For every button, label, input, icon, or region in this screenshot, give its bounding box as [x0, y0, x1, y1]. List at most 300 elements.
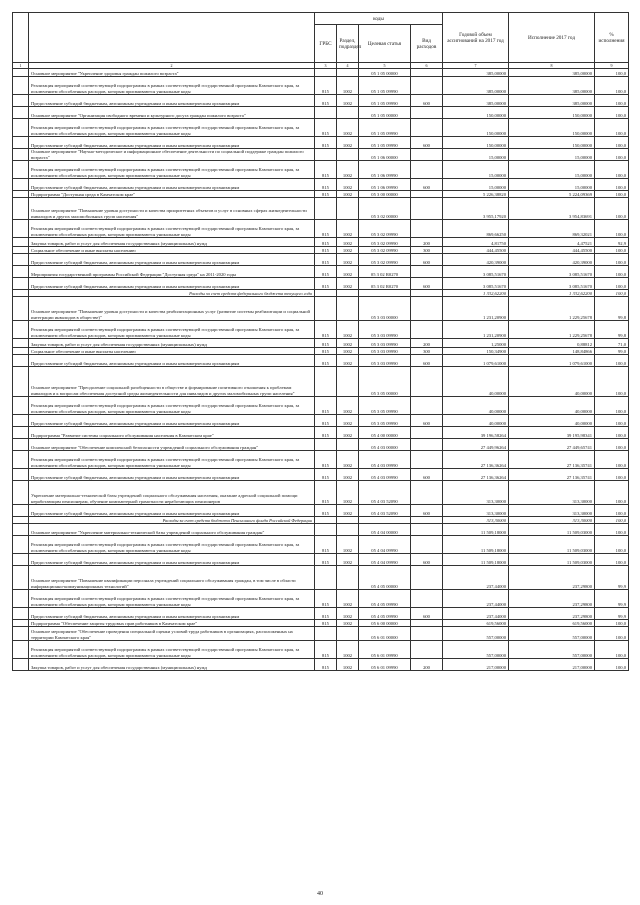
row-name-cell: Реализация мероприятий соответствующей подпрограммы в рамках соответствующей государственной программы Камчатского края, за исключением обособленных расходов, которым присваиваются уникальные коды	[29, 321, 315, 339]
row-vr-cell	[411, 517, 443, 524]
row-pct-cell: 100,0	[595, 620, 629, 627]
row-pct-cell: 100,0	[595, 451, 629, 469]
colnum: 1	[13, 63, 29, 69]
row-num-cell	[13, 220, 29, 238]
row-grbs-cell: 815	[315, 451, 337, 469]
row-cs-cell: 05 4 00 00000	[359, 427, 411, 439]
row-vr-cell	[411, 198, 443, 220]
row-name-cell: Подпрограмма "Доступная среда в Камчатском крае"	[29, 191, 315, 198]
row-pct-cell: 99,8	[595, 321, 629, 339]
row-plan-cell: 150,34900	[443, 348, 509, 355]
row-razdel-cell: 1002	[337, 590, 359, 608]
row-plan-cell: 385,00000	[443, 69, 509, 77]
row-isp-cell: 27 136,35741	[509, 451, 595, 469]
row-cs-cell: 05 3 03 00000	[359, 297, 411, 321]
row-isp-cell: 15,00000	[509, 149, 595, 161]
row-num-cell	[13, 590, 29, 608]
row-pct-cell: 100,0	[595, 524, 629, 536]
row-num-cell	[13, 266, 29, 278]
table-row	[13, 161, 629, 179]
row-pct-cell: 100,0	[595, 290, 629, 297]
table-row	[13, 191, 629, 198]
row-razdel-cell	[337, 290, 359, 297]
row-plan-cell: 217,00000	[443, 659, 509, 671]
table-row	[13, 641, 629, 659]
table-row	[13, 367, 629, 397]
row-grbs-cell	[315, 297, 337, 321]
row-vr-cell: 600	[411, 95, 443, 107]
table-row	[13, 119, 629, 137]
row-plan-cell: 3 085,51670	[443, 266, 509, 278]
row-razdel-cell: 1002	[337, 451, 359, 469]
row-grbs-cell: 815	[315, 590, 337, 608]
row-vr-cell: 600	[411, 415, 443, 427]
row-num-cell	[13, 161, 29, 179]
row-grbs-cell: 815	[315, 554, 337, 566]
row-name-cell: Основное мероприятие "Повышение квалификации персонала учреждений социального обслуживания граждан, в том числе в области информационно-коммуникационных технологий"	[29, 566, 315, 590]
row-name-cell: Основное мероприятие "Укрепление материально-технической базы учреждений социального обслуживания граждан"	[29, 524, 315, 536]
row-plan-cell: 5 226,38820	[443, 191, 509, 198]
row-num-cell	[13, 290, 29, 297]
colnum: 7	[443, 63, 509, 69]
row-grbs-cell: 815	[315, 95, 337, 107]
row-pct-cell: 100,0	[595, 191, 629, 198]
header-blank-num	[13, 13, 29, 63]
row-num-cell	[13, 439, 29, 451]
row-grbs-cell: 815	[315, 247, 337, 254]
row-razdel-cell	[337, 627, 359, 641]
row-grbs-cell: 815	[315, 481, 337, 505]
report-page	[12, 12, 628, 671]
row-vr-cell: 300	[411, 348, 443, 355]
row-razdel-cell: 1002	[337, 554, 359, 566]
row-grbs-cell	[315, 524, 337, 536]
row-cs-cell: 05 6 01 00000	[359, 627, 411, 641]
row-plan-cell: 27 449,96264	[443, 439, 509, 451]
table-row	[13, 627, 629, 641]
row-pct-cell: 100,0	[595, 69, 629, 77]
row-name-cell: Предоставление субсидий бюджетным, автономным учреждениям и иным некоммерческим организациям	[29, 278, 315, 290]
row-vr-cell	[411, 451, 443, 469]
row-pct-cell: 100,0	[595, 517, 629, 524]
row-pct-cell: 100,0	[595, 469, 629, 481]
row-grbs-cell	[315, 107, 337, 119]
header-razdel: Раздел, подраздел	[337, 25, 359, 63]
row-pct-cell: 99,9	[595, 590, 629, 608]
table-row	[13, 220, 629, 238]
row-vr-cell	[411, 481, 443, 505]
row-razdel-cell: 1002	[337, 119, 359, 137]
row-grbs-cell	[315, 566, 337, 590]
row-plan-cell: 385,00000	[443, 77, 509, 95]
row-grbs-cell: 815	[315, 220, 337, 238]
row-pct-cell: 100,0	[595, 355, 629, 367]
table-row	[13, 198, 629, 220]
row-num-cell	[13, 659, 29, 671]
row-num-cell	[13, 524, 29, 536]
row-isp-cell: 40,00000	[509, 415, 595, 427]
row-vr-cell: 600	[411, 554, 443, 566]
row-plan-cell: 1,25000	[443, 339, 509, 348]
row-plan-cell: 557,00000	[443, 641, 509, 659]
row-num-cell	[13, 348, 29, 355]
table-row	[13, 254, 629, 266]
row-name-cell: Предоставление субсидий бюджетным, автономным учреждениям и иным некоммерческим организациям	[29, 469, 315, 481]
row-cs-cell	[359, 517, 411, 524]
row-pct-cell: 100,0	[595, 627, 629, 641]
row-cs-cell: 05 1 06 00000	[359, 149, 411, 161]
row-cs-cell: 05 3 02 R0270	[359, 266, 411, 278]
row-cs-cell: 05 4 03 00000	[359, 439, 411, 451]
colnum: 9	[595, 63, 629, 69]
row-razdel-cell: 1002	[337, 355, 359, 367]
row-pct-cell: 99,9	[595, 608, 629, 620]
row-pct-cell: 100,0	[595, 427, 629, 439]
row-razdel-cell: 1002	[337, 278, 359, 290]
row-num-cell	[13, 355, 29, 367]
row-isp-cell: 385,00000	[509, 95, 595, 107]
row-name-cell: Расходы за счет средств бюджета Пенсионного фонда Российской Федерации	[29, 517, 315, 524]
row-plan-cell: 11 509,18000	[443, 524, 509, 536]
row-num-cell	[13, 481, 29, 505]
row-razdel-cell	[337, 149, 359, 161]
row-plan-cell: 150,00000	[443, 107, 509, 119]
row-grbs-cell	[315, 439, 337, 451]
header-plan: Годовой объем ассигнований на 2017 год	[443, 13, 509, 63]
row-grbs-cell: 815	[315, 137, 337, 149]
row-grbs-cell: 815	[315, 427, 337, 439]
row-isp-cell: 40,00000	[509, 367, 595, 397]
row-isp-cell: 237,29800	[509, 566, 595, 590]
row-isp-cell: 150,00000	[509, 107, 595, 119]
row-name-cell: Расходы за счет средств федерального бюджета текущего года	[29, 290, 315, 297]
row-isp-cell: 1 079,61000	[509, 355, 595, 367]
row-cs-cell: 05 6 00 00000	[359, 620, 411, 627]
row-grbs-cell: 815	[315, 505, 337, 517]
row-isp-cell: 313,30000	[509, 505, 595, 517]
row-num-cell	[13, 566, 29, 590]
row-name-cell: Реализация мероприятий соответствующей подпрограммы в рамках соответствующей государственной программы Камчатского края, за исключением обособленных расходов, которым присваиваются уникальные коды	[29, 397, 315, 415]
row-name-cell: Предоставление субсидий бюджетным, автономным учреждениям и иным некоммерческим организациям	[29, 415, 315, 427]
row-vr-cell: 200	[411, 238, 443, 247]
colnum: 6	[411, 63, 443, 69]
table-row	[13, 149, 629, 161]
row-isp-cell: 40,00000	[509, 397, 595, 415]
row-isp-cell: 1 229,25678	[509, 321, 595, 339]
table-row	[13, 297, 629, 321]
row-cs-cell: 05 1 05 09990	[359, 95, 411, 107]
row-razdel-cell: 1002	[337, 397, 359, 415]
row-cs-cell: 05 1 05 00000	[359, 69, 411, 77]
row-cs-cell: 05 3 02 09990	[359, 247, 411, 254]
row-isp-cell: 15,00000	[509, 161, 595, 179]
row-vr-cell: 600	[411, 254, 443, 266]
table-row	[13, 179, 629, 191]
row-grbs-cell: 815	[315, 608, 337, 620]
row-plan-cell: 869,66250	[443, 220, 509, 238]
row-isp-cell: 11 509,03000	[509, 536, 595, 554]
row-plan-cell: 11 509,18000	[443, 554, 509, 566]
row-cs-cell: 05 6 01 09990	[359, 659, 411, 671]
row-grbs-cell: 815	[315, 161, 337, 179]
row-razdel-cell: 1002	[337, 238, 359, 247]
row-cs-cell: 05 4 03 09990	[359, 469, 411, 481]
row-vr-cell: 200	[411, 339, 443, 348]
row-plan-cell: 420,39000	[443, 254, 509, 266]
table-row	[13, 339, 629, 348]
header-cs: Целевая статья	[359, 25, 411, 63]
colnum: 3	[315, 63, 337, 69]
row-razdel-cell: 1002	[337, 481, 359, 505]
row-name-cell: Основное мероприятие "Научно-методическое и информационное обеспечение деятельности по социальной поддержке граждан пожилого возраста"	[29, 149, 315, 161]
row-pct-cell: 100,0	[595, 367, 629, 397]
row-razdel-cell	[337, 566, 359, 590]
row-isp-cell: 11 509,03000	[509, 524, 595, 536]
row-isp-cell: 3 954,83691	[509, 198, 595, 220]
table-row	[13, 69, 629, 77]
header-blank-name	[29, 13, 315, 63]
row-cs-cell: 05 3 03 09990	[359, 348, 411, 355]
row-num-cell	[13, 620, 29, 627]
row-num-cell	[13, 191, 29, 198]
row-num-cell	[13, 339, 29, 348]
row-plan-cell: 237,44000	[443, 608, 509, 620]
row-num-cell	[13, 297, 29, 321]
table-row	[13, 266, 629, 278]
row-pct-cell: 100,0	[595, 179, 629, 191]
row-razdel-cell: 1002	[337, 266, 359, 278]
row-isp-cell: 0,88812	[509, 339, 595, 348]
row-isp-cell: 5 224,09369	[509, 191, 595, 198]
row-plan-cell: 237,44000	[443, 566, 509, 590]
row-plan-cell: 27 136,36264	[443, 451, 509, 469]
row-isp-cell: 237,29800	[509, 608, 595, 620]
row-vr-cell: 600	[411, 608, 443, 620]
row-cs-cell: 05 4 05 09990	[359, 590, 411, 608]
row-isp-cell: 1 332,62200	[509, 290, 595, 297]
row-plan-cell: 1 231,20900	[443, 321, 509, 339]
row-isp-cell: 557,00000	[509, 627, 595, 641]
row-razdel-cell: 1002	[337, 348, 359, 355]
row-grbs-cell: 815	[315, 179, 337, 191]
row-plan-cell: 1 332,62200	[443, 290, 509, 297]
row-name-cell: Предоставление субсидий бюджетным, автономным учреждениям и иным некоммерческим организациям	[29, 608, 315, 620]
row-num-cell	[13, 77, 29, 95]
row-plan-cell: 3 085,51670	[443, 278, 509, 290]
row-vr-cell: 600	[411, 469, 443, 481]
row-name-cell: Закупка товаров, работ и услуг для обеспечения государственных (муниципальных) нужд	[29, 238, 315, 247]
row-vr-cell	[411, 107, 443, 119]
row-cs-cell: 05 3 05 09990	[359, 397, 411, 415]
row-plan-cell: 15,00000	[443, 179, 509, 191]
row-grbs-cell: 815	[315, 339, 337, 348]
row-razdel-cell: 1002	[337, 641, 359, 659]
table-row	[13, 95, 629, 107]
row-cs-cell: 05 3 02 09990	[359, 238, 411, 247]
row-pct-cell: 100,0	[595, 95, 629, 107]
row-num-cell	[13, 179, 29, 191]
row-cs-cell: 05 1 05 09990	[359, 77, 411, 95]
row-num-cell	[13, 367, 29, 397]
row-cs-cell: 05 3 05 00000	[359, 367, 411, 397]
row-razdel-cell	[337, 107, 359, 119]
row-grbs-cell: 815	[315, 321, 337, 339]
row-num-cell	[13, 238, 29, 247]
row-num-cell	[13, 137, 29, 149]
row-isp-cell: 217,00000	[509, 659, 595, 671]
table-row	[13, 590, 629, 608]
table-row	[13, 247, 629, 254]
row-num-cell	[13, 119, 29, 137]
row-num-cell	[13, 469, 29, 481]
row-cs-cell: 05 3 03 09990	[359, 321, 411, 339]
row-vr-cell	[411, 290, 443, 297]
row-isp-cell: 148,84866	[509, 348, 595, 355]
row-isp-cell: 11 509,03000	[509, 554, 595, 566]
colnum: 8	[509, 63, 595, 69]
row-name-cell: Мероприятия государственной программы Российской Федерации "Доступная среда" на 2011-2020 годы	[29, 266, 315, 278]
row-num-cell	[13, 247, 29, 254]
row-razdel-cell: 1002	[337, 247, 359, 254]
row-name-cell: Социальное обеспечение и иные выплаты населению	[29, 348, 315, 355]
row-isp-cell: 385,00000	[509, 69, 595, 77]
row-pct-cell: 100,0	[595, 415, 629, 427]
colnum: 5	[359, 63, 411, 69]
table-row	[13, 278, 629, 290]
row-grbs-cell: 815	[315, 659, 337, 671]
header-isp: Исполнение 2017 год	[509, 13, 595, 63]
row-grbs-cell: 815	[315, 348, 337, 355]
row-cs-cell: 05 4 04 00000	[359, 524, 411, 536]
row-isp-cell: 237,29800	[509, 590, 595, 608]
row-isp-cell: 557,00000	[509, 641, 595, 659]
row-vr-cell	[411, 297, 443, 321]
row-num-cell	[13, 608, 29, 620]
row-pct-cell: 100,0	[595, 481, 629, 505]
row-vr-cell	[411, 524, 443, 536]
row-razdel-cell: 1002	[337, 339, 359, 348]
row-isp-cell: 27 136,35741	[509, 469, 595, 481]
row-name-cell: Реализация мероприятий соответствующей подпрограммы в рамках соответствующей государственной программы Камчатского края, за исключением обособленных расходов, которым присваиваются уникальные коды	[29, 641, 315, 659]
row-vr-cell	[411, 220, 443, 238]
row-isp-cell: 27 449,65741	[509, 439, 595, 451]
row-razdel-cell: 1002	[337, 179, 359, 191]
row-name-cell: Предоставление субсидий бюджетным, автономным учреждениям и иным некоммерческим организациям	[29, 505, 315, 517]
row-pct-cell: 100,0	[595, 119, 629, 137]
row-pct-cell: 100,0	[595, 439, 629, 451]
row-grbs-cell: 815	[315, 536, 337, 554]
header-pct: % исполнения	[595, 13, 629, 63]
colnum: 4	[337, 63, 359, 69]
row-razdel-cell: 1002	[337, 415, 359, 427]
row-cs-cell: 05 3 02 09990	[359, 254, 411, 266]
row-pct-cell: 100,0	[595, 198, 629, 220]
row-cs-cell: 05 3 00 00000	[359, 191, 411, 198]
row-name-cell: Подпрограмма "Развитие системы социального обслуживания населения в Камчатском крае"	[29, 427, 315, 439]
row-name-cell: Реализация мероприятий соответствующей подпрограммы в рамках соответствующей государственной программы Камчатского края, за исключением обособленных расходов, которым присваиваются уникальные коды	[29, 590, 315, 608]
row-vr-cell: 600	[411, 278, 443, 290]
row-plan-cell: 313,30000	[443, 517, 509, 524]
row-razdel-cell: 1002	[337, 191, 359, 198]
row-num-cell	[13, 69, 29, 77]
table-row	[13, 554, 629, 566]
row-grbs-cell	[315, 517, 337, 524]
table-row	[13, 415, 629, 427]
row-razdel-cell	[337, 517, 359, 524]
row-plan-cell: 150,00000	[443, 119, 509, 137]
row-num-cell	[13, 198, 29, 220]
row-plan-cell: 313,30000	[443, 505, 509, 517]
row-vr-cell	[411, 627, 443, 641]
row-plan-cell: 27 136,36264	[443, 469, 509, 481]
header-codes: коды	[315, 13, 443, 25]
row-razdel-cell	[337, 297, 359, 321]
row-grbs-cell: 815	[315, 355, 337, 367]
row-num-cell	[13, 278, 29, 290]
row-cs-cell: 05 6 01 09990	[359, 641, 411, 659]
row-razdel-cell: 1002	[337, 620, 359, 627]
row-vr-cell	[411, 119, 443, 137]
row-grbs-cell	[315, 149, 337, 161]
row-plan-cell: 237,44000	[443, 590, 509, 608]
table-row	[13, 620, 629, 627]
row-isp-cell: 15,00000	[509, 179, 595, 191]
row-razdel-cell: 1002	[337, 659, 359, 671]
row-vr-cell: 600	[411, 179, 443, 191]
row-grbs-cell	[315, 627, 337, 641]
table-row	[13, 355, 629, 367]
row-num-cell	[13, 517, 29, 524]
row-pct-cell: 100,0	[595, 220, 629, 238]
row-vr-cell	[411, 77, 443, 95]
row-pct-cell: 100,0	[595, 505, 629, 517]
row-vr-cell: 200	[411, 659, 443, 671]
row-cs-cell: 05 4 05 00000	[359, 566, 411, 590]
row-grbs-cell: 815	[315, 191, 337, 198]
row-name-cell: Социальное обеспечение и иные выплаты населению	[29, 247, 315, 254]
row-pct-cell: 100,0	[595, 149, 629, 161]
row-num-cell	[13, 397, 29, 415]
row-cs-cell: 05 3 02 R0270	[359, 278, 411, 290]
row-num-cell	[13, 149, 29, 161]
row-name-cell: Реализация мероприятий соответствующей подпрограммы в рамках соответствующей государственной программы Камчатского края, за исключением обособленных расходов, которым присваиваются уникальные коды	[29, 119, 315, 137]
row-pct-cell: 99,0	[595, 348, 629, 355]
row-num-cell	[13, 415, 29, 427]
row-name-cell: Предоставление субсидий бюджетным, автономным учреждениям и иным некоммерческим организациям	[29, 254, 315, 266]
row-isp-cell: 3 085,51670	[509, 266, 595, 278]
row-name-cell: Основное мероприятие "Организация свободного времени и культурного досуга граждан пожилого возраста"	[29, 107, 315, 119]
row-cs-cell: 05 3 05 09990	[359, 415, 411, 427]
row-grbs-cell: 815	[315, 77, 337, 95]
row-razdel-cell: 1002	[337, 608, 359, 620]
row-vr-cell	[411, 439, 443, 451]
row-plan-cell: 557,00000	[443, 627, 509, 641]
row-pct-cell: 71,0	[595, 339, 629, 348]
row-razdel-cell	[337, 198, 359, 220]
row-grbs-cell: 815	[315, 278, 337, 290]
row-plan-cell: 444,45500	[443, 247, 509, 254]
row-vr-cell	[411, 161, 443, 179]
row-pct-cell: 99,8	[595, 297, 629, 321]
row-grbs-cell	[315, 69, 337, 77]
row-isp-cell: 150,00000	[509, 137, 595, 149]
row-razdel-cell: 1002	[337, 469, 359, 481]
row-name-cell: Предоставление субсидий бюджетным, автономным учреждениям и иным некоммерческим организациям	[29, 554, 315, 566]
table-row	[13, 536, 629, 554]
row-pct-cell: 100,0	[595, 266, 629, 278]
row-grbs-cell: 815	[315, 415, 337, 427]
row-razdel-cell: 1002	[337, 77, 359, 95]
